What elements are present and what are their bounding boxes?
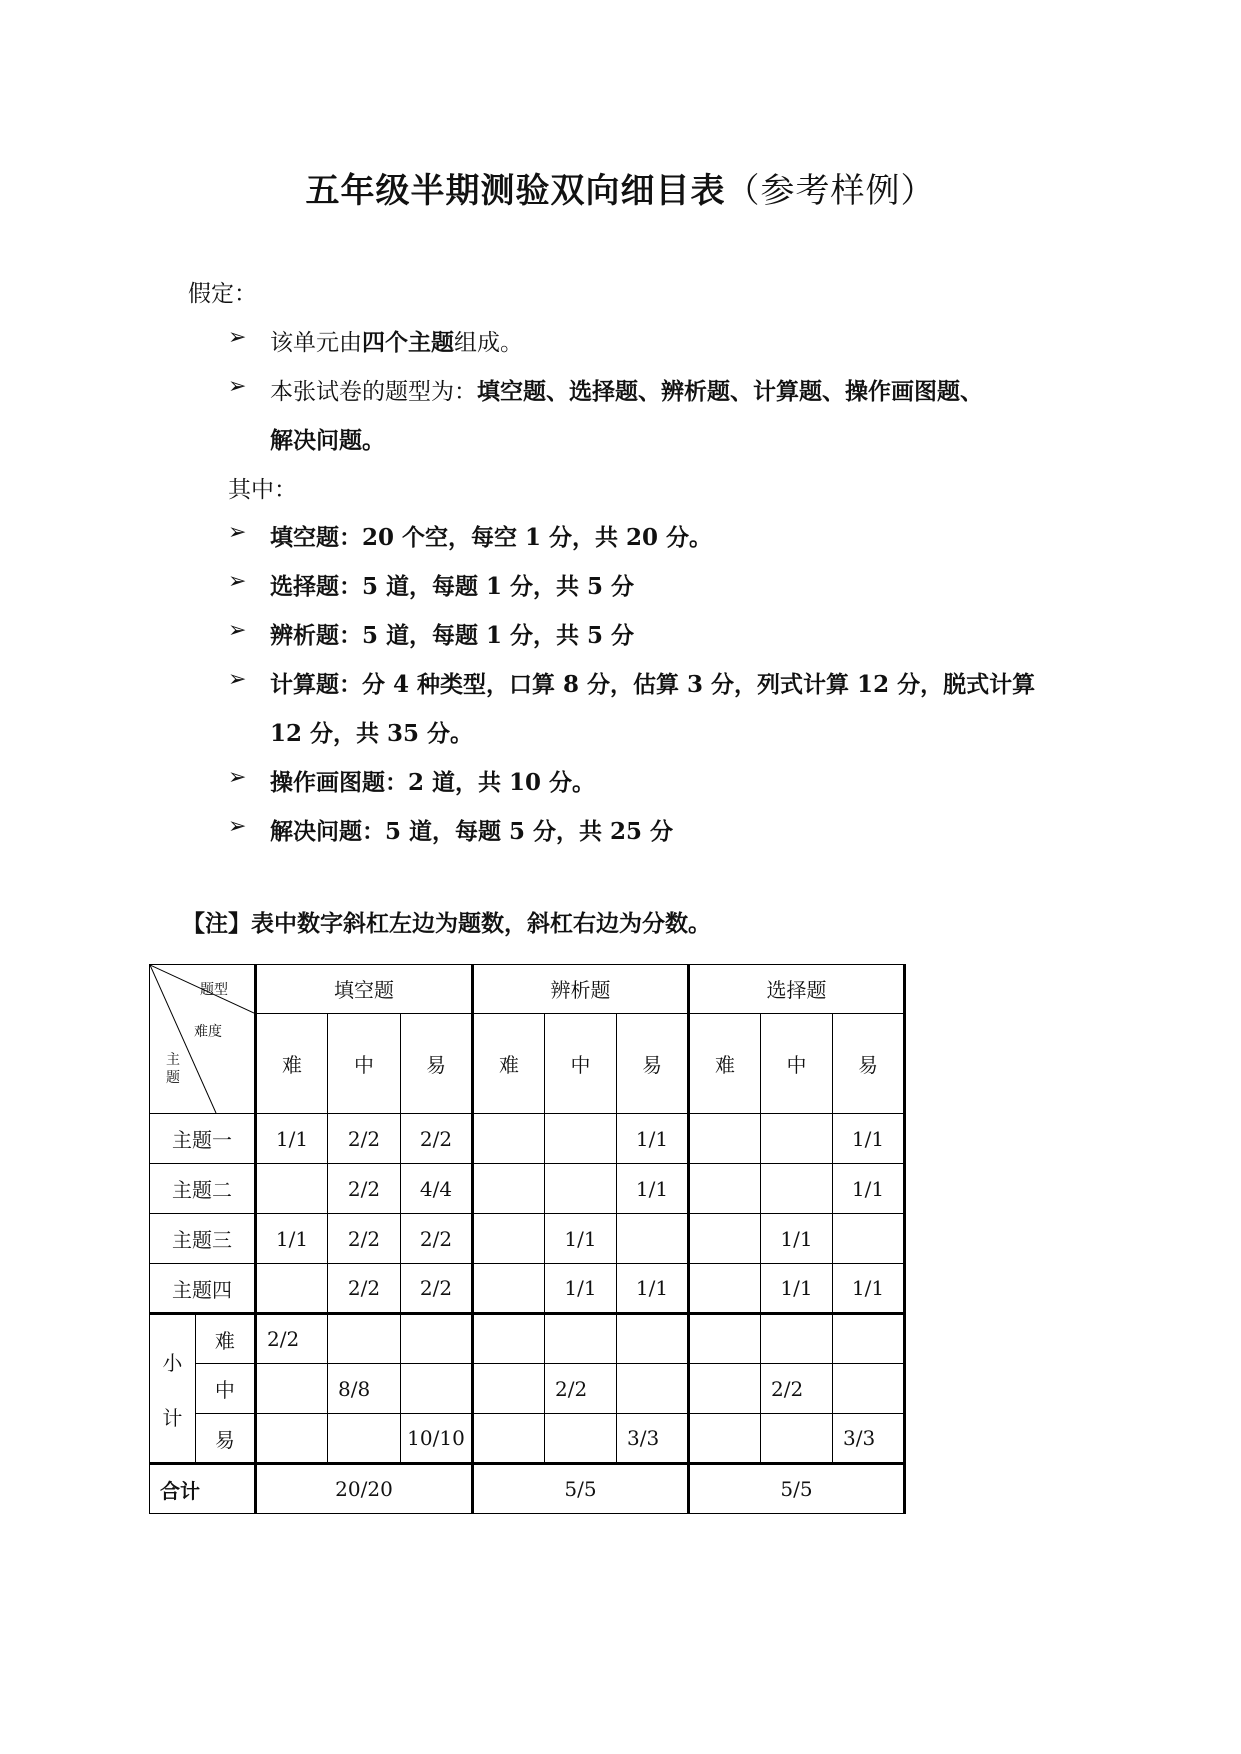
subtotal-row	[150, 1414, 905, 1464]
table-cell: 1/1	[761, 1264, 833, 1314]
table-cell	[545, 1164, 617, 1214]
table-cell	[401, 1364, 473, 1414]
page-title	[0, 163, 1241, 212]
table-note: 【注】表中数字斜杠左边为题数，斜杠右边为分数。	[182, 910, 711, 937]
arrow-bullet-icon: ➢	[228, 374, 247, 399]
arrow-bullet-icon: ➢	[228, 765, 247, 790]
level-header: 难	[473, 1013, 545, 1113]
bullet-2-bold: 填空题、选择题、辨析题、计算题、操作画图题、	[477, 378, 983, 405]
table-cell	[833, 1364, 905, 1414]
item-solve: 解决问题：5 道，每题 5 分，共 25 分	[270, 818, 674, 845]
table-cell: 1/1	[617, 1114, 689, 1164]
level-header: 难	[689, 1013, 761, 1113]
table-cell	[473, 1414, 545, 1464]
table-cell: 1/1	[545, 1264, 617, 1314]
bullet-2-pre: 本张试卷的题型为：	[270, 379, 477, 405]
assume-label: 假定：	[188, 281, 257, 307]
table-cell: 4/4	[401, 1164, 473, 1214]
table-cell	[473, 1314, 545, 1364]
table-cell: 2/2	[401, 1264, 473, 1314]
row-label: 主题四	[150, 1264, 256, 1314]
table-cell	[256, 1364, 328, 1414]
corner-topic-label-1: 主	[166, 1052, 180, 1068]
item-calc-cont: 12 分，共 35 分。	[270, 720, 474, 747]
table-cell	[761, 1164, 833, 1214]
subtotal-label: 小 计	[150, 1314, 196, 1464]
table-cell: 1/1	[256, 1214, 328, 1264]
arrow-bullet-icon: ➢	[228, 814, 247, 839]
table-cell	[473, 1364, 545, 1414]
arrow-bullet-icon: ➢	[228, 667, 247, 692]
corner-type-label: 题型	[200, 982, 228, 998]
group-header-choice: 选择题	[689, 965, 905, 1014]
subtotal-level: 易	[195, 1414, 255, 1464]
table-cell	[689, 1364, 761, 1414]
total-label: 合计	[150, 1464, 256, 1514]
table-cell: 1/1	[617, 1264, 689, 1314]
table-cell: 3/3	[617, 1414, 689, 1464]
table-cell: 1/1	[545, 1214, 617, 1264]
table-cell	[689, 1114, 761, 1164]
arrow-bullet-icon: ➢	[228, 618, 247, 643]
item-fill-blank: 填空题：20 个空，每空 1 分，共 20 分。	[270, 524, 713, 551]
subtotal-row	[150, 1364, 905, 1414]
arrow-bullet-icon: ➢	[228, 520, 247, 545]
total-judge: 5/5	[473, 1464, 689, 1514]
corner-topic-label-2: 题	[166, 1070, 180, 1086]
table-cell: 2/2	[401, 1214, 473, 1264]
bullet-1-bold: 四个主题	[362, 329, 454, 356]
table-cell: 8/8	[328, 1364, 401, 1414]
arrow-bullet-icon: ➢	[228, 569, 247, 594]
item-choice: 选择题：5 道，每题 1 分，共 5 分	[270, 573, 635, 600]
among-label: 其中：	[228, 477, 297, 503]
table-cell: 1/1	[761, 1214, 833, 1264]
table-row	[150, 1114, 905, 1164]
table-cell	[689, 1414, 761, 1464]
level-header: 易	[401, 1013, 473, 1113]
corner-difficulty-label: 难度	[194, 1024, 222, 1040]
table-cell: 1/1	[833, 1264, 905, 1314]
bullet-2	[270, 373, 983, 406]
table-cell	[328, 1414, 401, 1464]
table-cell	[617, 1214, 689, 1264]
table-cell: 2/2	[761, 1364, 833, 1414]
specification-table	[149, 964, 906, 1514]
table-cell: 2/2	[545, 1364, 617, 1414]
table-cell	[617, 1364, 689, 1414]
row-label: 主题一	[150, 1114, 256, 1164]
table-cell	[761, 1114, 833, 1164]
corner-header-cell	[150, 965, 256, 1114]
subtotal-row	[150, 1314, 905, 1364]
bullet-1	[270, 324, 523, 357]
table-cell: 3/3	[833, 1414, 905, 1464]
table-cell	[689, 1314, 761, 1364]
group-header-judge: 辨析题	[473, 965, 689, 1014]
total-choice: 5/5	[689, 1464, 905, 1514]
arrow-bullet-icon: ➢	[228, 325, 247, 350]
table-cell: 2/2	[328, 1264, 401, 1314]
table-cell: 1/1	[256, 1114, 328, 1164]
table-cell	[545, 1314, 617, 1364]
total-row	[150, 1464, 905, 1514]
level-header: 难	[256, 1013, 328, 1113]
table-cell	[689, 1214, 761, 1264]
level-header: 易	[617, 1013, 689, 1113]
table-cell: 2/2	[328, 1114, 401, 1164]
table-cell	[689, 1264, 761, 1314]
table-cell: 2/2	[256, 1314, 328, 1364]
table-cell	[545, 1414, 617, 1464]
table-row	[150, 1164, 905, 1214]
row-label: 主题二	[150, 1164, 256, 1214]
table-cell	[761, 1314, 833, 1364]
table-cell	[833, 1214, 905, 1264]
level-header: 中	[328, 1013, 401, 1113]
table-cell: 1/1	[617, 1164, 689, 1214]
table-cell	[473, 1264, 545, 1314]
table-cell: 2/2	[401, 1114, 473, 1164]
table-cell: 1/1	[833, 1164, 905, 1214]
bullet-1-pre: 该单元由	[270, 330, 362, 356]
table-cell	[256, 1414, 328, 1464]
total-fill-blank: 20/20	[256, 1464, 473, 1514]
subtotal-level: 难	[195, 1314, 255, 1364]
table-cell	[617, 1314, 689, 1364]
table-cell	[473, 1114, 545, 1164]
table-cell: 2/2	[328, 1214, 401, 1264]
table-row	[150, 1214, 905, 1264]
level-header: 中	[545, 1013, 617, 1113]
item-drawing: 操作画图题：2 道，共 10 分。	[270, 769, 596, 796]
table-cell: 2/2	[328, 1164, 401, 1214]
table-cell	[256, 1264, 328, 1314]
table-cell	[545, 1114, 617, 1164]
level-header: 中	[761, 1013, 833, 1113]
item-calc: 计算题：分 4 种类型，口算 8 分，估算 3 分，列式计算 12 分，脱式计算	[270, 671, 1036, 698]
table-cell	[328, 1314, 401, 1364]
table-cell: 1/1	[833, 1114, 905, 1164]
bullet-1-post: 组成。	[454, 330, 523, 356]
table-cell	[401, 1314, 473, 1364]
item-judge: 辨析题：5 道，每题 1 分，共 5 分	[270, 622, 635, 649]
table-row	[150, 1264, 905, 1314]
table-cell	[473, 1164, 545, 1214]
bullet-2-cont: 解决问题。	[270, 427, 385, 454]
table-cell: 10/10	[401, 1414, 473, 1464]
title-main: 五年级半期测验双向细目表	[305, 171, 726, 211]
subtotal-level: 中	[195, 1364, 255, 1414]
table-cell	[689, 1164, 761, 1214]
table-cell	[256, 1164, 328, 1214]
row-label: 主题三	[150, 1214, 256, 1264]
table-cell	[473, 1214, 545, 1264]
level-header: 易	[833, 1013, 905, 1113]
title-suffix: （参考样例）	[725, 171, 936, 211]
group-header-fill-blank: 填空题	[256, 965, 473, 1014]
table-cell	[761, 1414, 833, 1464]
table-cell	[833, 1314, 905, 1364]
